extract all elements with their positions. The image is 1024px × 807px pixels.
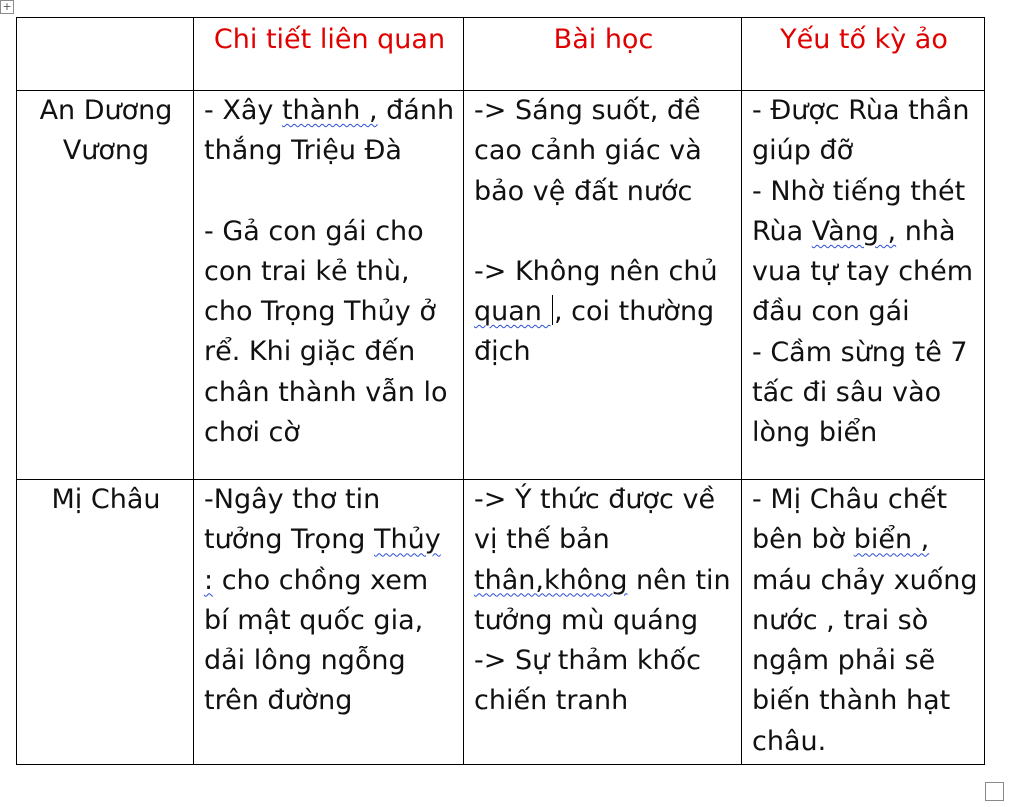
text-line: bên bờ biển ,: [752, 524, 930, 556]
text-line: con trai kẻ thù,: [204, 255, 410, 287]
text-line: -Ngây thơ tin: [204, 484, 381, 515]
details-cell[interactable]: [194, 480, 464, 765]
text-line: - Nhờ tiếng thét: [752, 175, 966, 207]
text-line: máu chảy xuống: [752, 564, 978, 596]
table-resize-handle[interactable]: [985, 782, 1004, 801]
spellcheck-mark: biển ,: [853, 524, 930, 556]
text-line: - Gả con gái cho: [204, 215, 424, 247]
table-row: [17, 480, 985, 765]
text-line: thân,không nên tin: [474, 564, 731, 596]
table-row: [17, 91, 985, 480]
text-line: tưởng Trọng Thủy: [204, 524, 441, 556]
text-line: -> Sáng suốt, đề: [474, 95, 701, 126]
text-line: vị thế bản: [474, 524, 610, 556]
character-cell[interactable]: [17, 480, 194, 765]
header-lesson[interactable]: Bài học: [464, 18, 742, 91]
text-line: - Mị Châu chết: [752, 484, 948, 515]
text-line: -> Ý thức được về: [474, 484, 716, 515]
text-cursor: [552, 295, 554, 325]
text-line: giúp đỡ: [752, 135, 854, 167]
spellcheck-mark: Vàng ,: [811, 215, 897, 247]
text-line: : cho chồng xem: [204, 564, 429, 596]
text-line: nước , trai sò: [752, 604, 929, 636]
text-line: bảo vệ đất nước: [474, 175, 693, 207]
text-line: dải lông ngỗng: [204, 645, 406, 677]
header-empty-cell[interactable]: [17, 18, 194, 91]
text-line: bí mật quốc gia,: [204, 604, 424, 636]
text-line: châu.: [752, 725, 827, 757]
text-line: chơi cờ: [204, 417, 300, 449]
details-cell[interactable]: [194, 91, 464, 480]
text-line: - Được Rùa thần: [752, 95, 970, 126]
text-line: chiến tranh: [474, 685, 629, 717]
text-line: cao cảnh giác và: [474, 135, 702, 167]
lesson-cell[interactable]: [464, 480, 742, 765]
text-line: chân thành vẫn lo: [204, 376, 448, 408]
text-line: vua tự tay chém: [752, 256, 974, 288]
magic-cell[interactable]: [742, 91, 985, 480]
character-cell[interactable]: [17, 91, 194, 480]
content-table: [16, 17, 985, 765]
text-line: tưởng mù quáng: [474, 604, 699, 636]
text-line: đầu con gái: [752, 296, 910, 328]
spellcheck-mark: Thủy: [374, 524, 441, 556]
text-line: cho Trọng Thủy ở: [204, 296, 436, 328]
character-name-line: An Dương: [39, 95, 173, 126]
header-magic[interactable]: Yếu tố kỳ ảo: [742, 18, 985, 91]
header-details[interactable]: Chi tiết liên quan: [194, 18, 464, 91]
text-line: tấc đi sâu vào: [752, 377, 942, 409]
text-line: địch: [474, 336, 531, 368]
text-line: quan , coi thường: [474, 296, 715, 328]
spellcheck-mark: thành ,: [281, 95, 378, 126]
header-row: [17, 18, 985, 91]
text-line: -> Sự thảm khốc: [474, 645, 702, 677]
text-line: biến thành hạt: [752, 685, 951, 717]
text-line: - Xây thành , đánh: [204, 95, 455, 126]
spellcheck-mark: :: [204, 564, 214, 596]
lesson-cell[interactable]: [464, 91, 742, 480]
spellcheck-mark: thân,không: [474, 564, 628, 596]
text-line: -> Không nên chủ: [474, 255, 718, 287]
text-line: trên đường: [204, 685, 353, 717]
text-line: Rùa Vàng , nhà: [752, 215, 956, 247]
text-line: rể. Khi giặc đến: [204, 336, 416, 368]
spellcheck-mark: quan: [474, 296, 551, 328]
table-move-handle[interactable]: +: [0, 0, 14, 14]
text-line: thắng Triệu Đà: [204, 135, 402, 167]
text-line: ngậm phải sẽ: [752, 645, 936, 677]
text-line: - Cầm sừng tê 7: [752, 336, 968, 368]
text-line: lòng biển: [752, 417, 878, 449]
character-name-line: Vương: [62, 135, 150, 167]
magic-cell[interactable]: [742, 480, 985, 765]
character-name-line: Mị Châu: [51, 484, 161, 515]
